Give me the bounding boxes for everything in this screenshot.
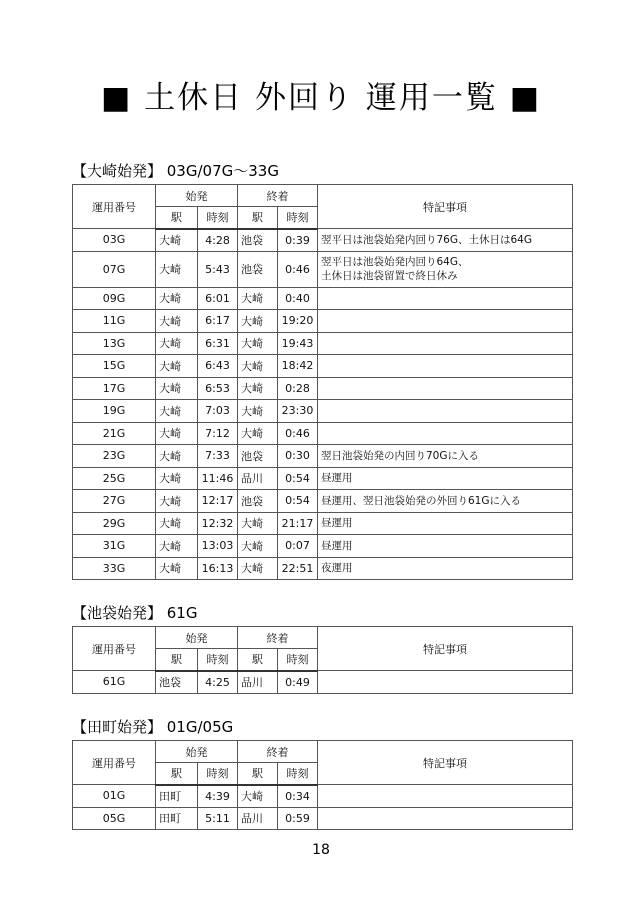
header-arr-station: 駅 <box>238 649 278 671</box>
header-arr-station: 駅 <box>238 763 278 785</box>
departure-time-cell: 7:03 <box>198 400 238 423</box>
arrival-time-cell: 0:39 <box>278 229 318 252</box>
departure-station-cell: 大崎 <box>156 490 198 513</box>
arrival-time-cell: 19:20 <box>278 310 318 333</box>
unit-number-cell: 29G <box>73 512 156 535</box>
notes-cell <box>318 332 573 355</box>
schedule-table-ikebukuro <box>72 626 573 694</box>
arrival-station-cell: 池袋 <box>238 490 278 513</box>
unit-number-cell: 11G <box>73 310 156 333</box>
table-row <box>73 229 573 252</box>
departure-station-cell: 大崎 <box>156 310 198 333</box>
section-heading-osaki: 【大崎始発】 03G/07G〜33G <box>72 162 279 180</box>
arrival-time-cell: 0:30 <box>278 445 318 468</box>
section-heading-ikebukuro: 【池袋始発】 61G <box>72 604 198 622</box>
departure-time-cell: 4:25 <box>198 671 238 694</box>
table-row <box>73 310 573 333</box>
table-row <box>73 445 573 468</box>
departure-time-cell: 7:33 <box>198 445 238 468</box>
departure-station-cell: 大崎 <box>156 287 198 310</box>
arrival-station-cell: 大崎 <box>238 400 278 423</box>
unit-number-cell: 25G <box>73 467 156 490</box>
departure-station-cell: 大崎 <box>156 535 198 558</box>
arrival-station-cell: 品川 <box>238 671 278 694</box>
note-line: 昼運用 <box>321 472 353 485</box>
notes-cell <box>318 355 573 378</box>
departure-time-cell: 4:39 <box>198 785 238 808</box>
notes-cell <box>318 671 573 694</box>
header-dep-station: 駅 <box>156 763 198 785</box>
arrival-time-cell: 22:51 <box>278 557 318 580</box>
arrival-station-cell: 大崎 <box>238 535 278 558</box>
arrival-time-cell: 0:40 <box>278 287 318 310</box>
arrival-time-cell: 18:42 <box>278 355 318 378</box>
note-line: 翌平日は池袋始発内回り76G、土休日は64G <box>321 233 532 246</box>
notes-cell <box>318 445 573 468</box>
arrival-station-cell: 池袋 <box>238 251 278 287</box>
notes-cell <box>318 490 573 513</box>
notes-cell <box>318 467 573 490</box>
table-row <box>73 422 573 445</box>
table-row <box>73 785 573 808</box>
header-notes: 特記事項 <box>318 627 573 671</box>
arrival-station-cell: 池袋 <box>238 229 278 252</box>
table-row <box>73 355 573 378</box>
section-heading-tamachi: 【田町始発】 01G/05G <box>72 718 234 736</box>
departure-station-cell: 大崎 <box>156 251 198 287</box>
arrival-time-cell: 19:43 <box>278 332 318 355</box>
table-body <box>73 785 573 830</box>
departure-station-cell: 大崎 <box>156 400 198 423</box>
header-notes: 特記事項 <box>318 185 573 229</box>
arrival-station-cell: 大崎 <box>238 785 278 808</box>
header-arr-time: 時刻 <box>278 763 318 785</box>
departure-station-cell: 大崎 <box>156 332 198 355</box>
departure-time-cell: 6:31 <box>198 332 238 355</box>
header-arr-time: 時刻 <box>278 649 318 671</box>
table-row <box>73 287 573 310</box>
table-row <box>73 671 573 694</box>
header-departure: 始発 <box>156 627 238 649</box>
departure-time-cell: 5:43 <box>198 251 238 287</box>
table-row <box>73 557 573 580</box>
unit-number-cell: 33G <box>73 557 156 580</box>
arrival-station-cell: 大崎 <box>238 557 278 580</box>
departure-time-cell: 11:46 <box>198 467 238 490</box>
departure-station-cell: 田町 <box>156 807 198 830</box>
arrival-station-cell: 大崎 <box>238 332 278 355</box>
departure-time-cell: 5:11 <box>198 807 238 830</box>
departure-time-cell: 6:53 <box>198 377 238 400</box>
table-row <box>73 535 573 558</box>
header-unit-no: 運用番号 <box>73 741 156 785</box>
unit-number-cell: 23G <box>73 445 156 468</box>
notes-cell <box>318 251 573 287</box>
header-dep-time: 時刻 <box>198 207 238 229</box>
arrival-station-cell: 大崎 <box>238 377 278 400</box>
notes-cell <box>318 377 573 400</box>
note-line: 土休日は池袋留置で終日休み <box>321 270 458 282</box>
header-dep-station: 駅 <box>156 207 198 229</box>
departure-station-cell: 大崎 <box>156 445 198 468</box>
unit-number-cell: 27G <box>73 490 156 513</box>
arrival-time-cell: 0:28 <box>278 377 318 400</box>
unit-number-cell: 19G <box>73 400 156 423</box>
departure-time-cell: 6:43 <box>198 355 238 378</box>
header-unit-no: 運用番号 <box>73 185 156 229</box>
departure-time-cell: 12:17 <box>198 490 238 513</box>
arrival-time-cell: 21:17 <box>278 512 318 535</box>
notes-cell <box>318 512 573 535</box>
table-row <box>73 467 573 490</box>
arrival-station-cell: 大崎 <box>238 310 278 333</box>
header-arrival: 終着 <box>238 741 318 763</box>
header-departure: 始発 <box>156 185 238 207</box>
header-dep-time: 時刻 <box>198 649 238 671</box>
arrival-station-cell: 池袋 <box>238 445 278 468</box>
arrival-time-cell: 0:34 <box>278 785 318 808</box>
departure-station-cell: 池袋 <box>156 671 198 694</box>
notes-cell <box>318 229 573 252</box>
departure-time-cell: 6:01 <box>198 287 238 310</box>
departure-station-cell: 田町 <box>156 785 198 808</box>
note-line: 翌日池袋始発の内回り70Gに入る <box>321 449 479 462</box>
departure-station-cell: 大崎 <box>156 557 198 580</box>
notes-cell <box>318 535 573 558</box>
table-body <box>73 671 573 694</box>
departure-time-cell: 12:32 <box>198 512 238 535</box>
departure-time-cell: 4:28 <box>198 229 238 252</box>
unit-number-cell: 07G <box>73 251 156 287</box>
header-arr-time: 時刻 <box>278 207 318 229</box>
table-row <box>73 251 573 287</box>
table-row <box>73 807 573 830</box>
departure-station-cell: 大崎 <box>156 467 198 490</box>
arrival-station-cell: 大崎 <box>238 287 278 310</box>
arrival-station-cell: 大崎 <box>238 512 278 535</box>
unit-number-cell: 21G <box>73 422 156 445</box>
header-dep-station: 駅 <box>156 649 198 671</box>
header-departure: 始発 <box>156 741 238 763</box>
arrival-station-cell: 品川 <box>238 807 278 830</box>
unit-number-cell: 03G <box>73 229 156 252</box>
schedule-table-tamachi <box>72 740 573 830</box>
page-title: ■ 土休日 外回り 運用一覧 ■ <box>101 80 541 116</box>
header-dep-time: 時刻 <box>198 763 238 785</box>
arrival-time-cell: 0:49 <box>278 671 318 694</box>
note-line: 昼運用、翌日池袋始発の外回り61Gに入る <box>321 494 521 507</box>
table-row <box>73 377 573 400</box>
table-body <box>73 229 573 580</box>
notes-cell <box>318 785 573 808</box>
header-arrival: 終着 <box>238 185 318 207</box>
unit-number-cell: 13G <box>73 332 156 355</box>
arrival-station-cell: 大崎 <box>238 422 278 445</box>
header-notes: 特記事項 <box>318 741 573 785</box>
notes-cell <box>318 557 573 580</box>
note-line: 夜運用 <box>321 562 353 575</box>
arrival-time-cell: 23:30 <box>278 400 318 423</box>
arrival-time-cell: 0:54 <box>278 467 318 490</box>
arrival-time-cell: 0:46 <box>278 251 318 287</box>
departure-station-cell: 大崎 <box>156 377 198 400</box>
note-line: 昼運用 <box>321 539 353 552</box>
departure-station-cell: 大崎 <box>156 422 198 445</box>
note-line: 昼運用 <box>321 517 353 530</box>
departure-time-cell: 16:13 <box>198 557 238 580</box>
table-row <box>73 400 573 423</box>
table-row <box>73 512 573 535</box>
departure-time-cell: 6:17 <box>198 310 238 333</box>
notes-cell <box>318 310 573 333</box>
arrival-station-cell: 品川 <box>238 467 278 490</box>
notes-cell <box>318 422 573 445</box>
departure-station-cell: 大崎 <box>156 355 198 378</box>
departure-time-cell: 7:12 <box>198 422 238 445</box>
table-row <box>73 332 573 355</box>
arrival-time-cell: 0:59 <box>278 807 318 830</box>
arrival-station-cell: 大崎 <box>238 355 278 378</box>
departure-station-cell: 大崎 <box>156 512 198 535</box>
unit-number-cell: 15G <box>73 355 156 378</box>
unit-number-cell: 09G <box>73 287 156 310</box>
arrival-time-cell: 0:46 <box>278 422 318 445</box>
arrival-time-cell: 0:07 <box>278 535 318 558</box>
schedule-table-osaki <box>72 184 573 580</box>
notes-cell <box>318 807 573 830</box>
unit-number-cell: 17G <box>73 377 156 400</box>
header-arrival: 終着 <box>238 627 318 649</box>
table-row <box>73 490 573 513</box>
page-number: 18 <box>312 842 330 858</box>
unit-number-cell: 05G <box>73 807 156 830</box>
unit-number-cell: 31G <box>73 535 156 558</box>
arrival-time-cell: 0:54 <box>278 490 318 513</box>
departure-station-cell: 大崎 <box>156 229 198 252</box>
notes-cell <box>318 287 573 310</box>
header-unit-no: 運用番号 <box>73 627 156 671</box>
header-arr-station: 駅 <box>238 207 278 229</box>
unit-number-cell: 61G <box>73 671 156 694</box>
departure-time-cell: 13:03 <box>198 535 238 558</box>
note-line: 翌平日は池袋始発内回り64G、 <box>321 256 469 268</box>
notes-cell <box>318 400 573 423</box>
unit-number-cell: 01G <box>73 785 156 808</box>
